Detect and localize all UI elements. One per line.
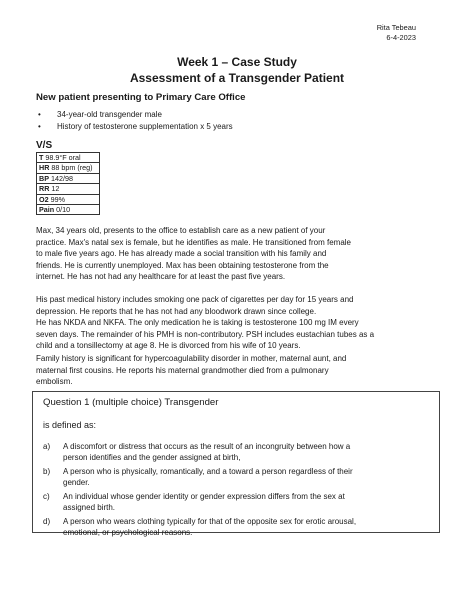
option-text-line: emotional, or psychological reasons. (63, 528, 193, 537)
paragraph-line: Family history is significant for hypercoagulability disorder in mother, maternal aunt, and (36, 354, 347, 363)
case-paragraph-family-history (36, 353, 440, 388)
vitals-value: 12 (49, 184, 60, 194)
option-letter: d) (43, 517, 51, 526)
author-block (377, 23, 416, 43)
case-paragraph-history (36, 294, 440, 352)
paragraph-line: His past medical history includes smoking one pack of cigarettes per day for 15 years and (36, 295, 354, 304)
question-title: Question 1 (multiple choice) Transgender (43, 397, 219, 408)
vitals-value: 0/10 (54, 205, 71, 215)
option-letter: c) (43, 492, 50, 501)
option-text-line: person identifies and the gender assigned at birth, (63, 453, 241, 462)
paragraph-line: internet. He has not had any healthcare for at least the past five years. (36, 272, 286, 281)
vitals-label: HR (39, 163, 50, 173)
vitals-label: BP (39, 173, 49, 183)
paragraph-line: maternal first cousins. He reports his maternal grandmother died from a pulmonary (36, 365, 329, 375)
paragraph-line: embolism. (36, 377, 73, 386)
paragraph-line: seven days. The remainder of his PMH is non-contributory. PSH includes eustachian tubes as a (36, 329, 375, 339)
vitals-label: T (39, 153, 44, 162)
vitals-value: 99% (48, 194, 65, 204)
bullet-list (36, 109, 233, 133)
answer-options (43, 441, 433, 541)
vitals-value: 98.9°F oral (43, 153, 81, 162)
option-letter: b) (43, 467, 51, 476)
paragraph-line: He has NKDA and NKFA. The only medication he is taking is testosterone 100 mg IM every (36, 318, 359, 327)
paragraph-line: Max, 34 years old, presents to the office to establish care as a new patient of your (36, 226, 326, 235)
case-paragraph-intro (36, 225, 440, 283)
option-text-line: gender. (63, 478, 90, 487)
vitals-table (36, 152, 100, 215)
answer-option-c[interactable] (43, 491, 433, 513)
paragraph-line: friends. He is currently unemployed. Max has been obtaining testosterone from the (36, 260, 329, 270)
paragraph-line: to male five years ago. He has already made a social transition with his family and (36, 249, 327, 258)
answer-option-b[interactable] (43, 466, 433, 488)
option-text-line: A person who is physically, romantically, and a toward a person regardless of their (63, 467, 353, 476)
vitals-row (37, 173, 100, 183)
vitals-row (37, 153, 100, 163)
vitals-value: 88 bpm (reg) (49, 163, 93, 173)
question-prompt: is defined as: (43, 420, 97, 430)
vitals-label: Pain (39, 205, 55, 215)
section-heading: New patient presenting to Primary Care Office (36, 92, 246, 103)
answer-option-d[interactable] (43, 516, 433, 538)
page-title: Week 1 – Case Study (177, 55, 297, 69)
author-name: Rita Tebeau (376, 23, 416, 32)
question-box (32, 391, 440, 537)
bullet-item: • History of testosterone supplementation x 5 years (36, 121, 233, 133)
vitals-row (37, 194, 100, 204)
vitals-row (37, 163, 100, 173)
option-text-line: A discomfort or distress that occurs as the result of an incongruity between how a (63, 442, 351, 451)
answer-option-a[interactable] (43, 441, 433, 463)
paragraph-line: practice. Max's natal sex is female, but he identifies as male. He transitioned from female (36, 237, 352, 247)
option-text-line: An individual whose gender identity or gender expression differs from the sex at (63, 492, 345, 501)
vitals-row (37, 184, 100, 194)
option-letter: a) (43, 442, 51, 451)
paragraph-line: depression. He reports that he has not had any bloodwork drawn since college. (36, 306, 317, 316)
paragraph-line: child and a tonsillectomy at age 8. He is divorced from his wife of 10 years. (36, 341, 301, 350)
vitals-row (37, 205, 100, 215)
vitals-label: O2 (39, 194, 49, 204)
author-date: 6-4-2023 (386, 33, 416, 42)
page-subtitle: Assessment of a Transgender Patient (129, 71, 345, 85)
vitals-value: 142/98 (49, 173, 73, 183)
vitals-heading: V/S (36, 140, 53, 151)
option-text-line: A person who wears clothing typically for that of the opposite sex for erotic arousal, (63, 517, 357, 526)
bullet-item: • 34-year-old transgender male (36, 109, 233, 121)
vitals-label: RR (39, 184, 50, 194)
option-text-line: assigned birth. (63, 503, 116, 512)
